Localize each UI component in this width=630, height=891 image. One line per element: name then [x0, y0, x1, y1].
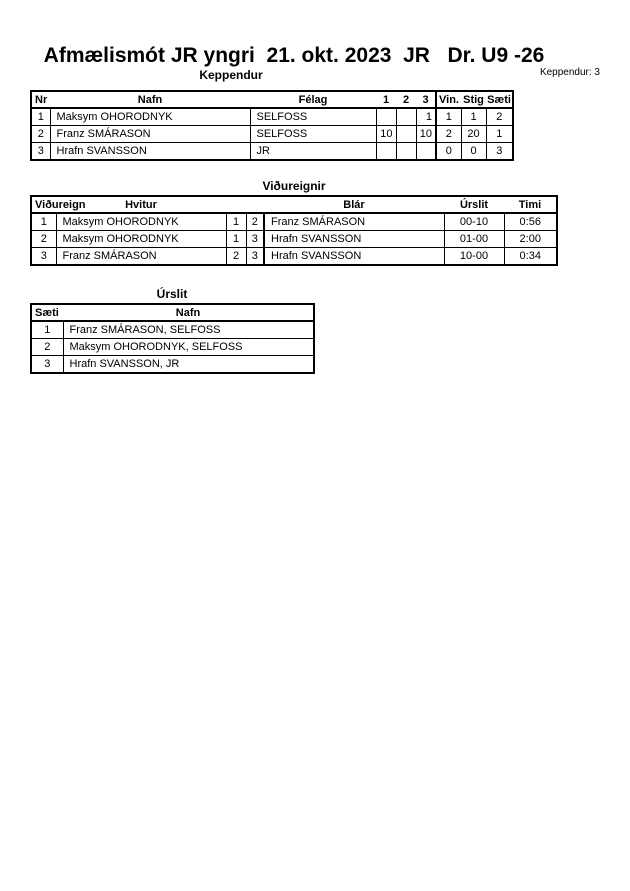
keppendur-table-cell: SELFOSS [250, 126, 376, 143]
participants-count: Keppendur: 3 [539, 67, 600, 78]
keppendur-column-header: Nafn [50, 91, 250, 108]
urslit-header-row [31, 304, 314, 321]
vidureignir-section-title: Viðureignir [262, 179, 326, 193]
vidureignir-column-header: Viðureign [31, 196, 56, 213]
page-title: Afmælismót JR yngri 21. okt. 2023 JR Dr. U9 -26 [43, 44, 545, 67]
urslit-table [30, 303, 315, 374]
urslit-table-row [31, 356, 314, 374]
vidureignir-table-cell: 1 [31, 213, 56, 231]
keppendur-table-cell: 1 [436, 108, 461, 126]
keppendur-table-cell [376, 143, 396, 161]
vidureignir-table-cell: Hrafn SVANSSON [264, 231, 444, 248]
vidureignir-column-header: Úrslit [444, 196, 504, 213]
keppendur-table-cell: 1 [416, 108, 436, 126]
keppendur-column-header: Nr [31, 91, 50, 108]
vidureignir-table-row [31, 248, 557, 266]
vidureignir-table-cell: Franz SMÁRASON [264, 213, 444, 231]
keppendur-table-cell: 2 [486, 108, 513, 126]
vidureignir-table-cell: 3 [31, 248, 56, 266]
urslit-column-header: Nafn [63, 304, 314, 321]
keppendur-table-cell: 3 [486, 143, 513, 161]
vidureignir-table [30, 195, 558, 266]
keppendur-column-header: 2 [396, 91, 416, 108]
keppendur-table-cell [396, 143, 416, 161]
vidureignir-table-cell: Maksym OHORODNYK [56, 213, 226, 231]
keppendur-table-cell: Franz SMÁRASON [50, 126, 250, 143]
keppendur-table-row [31, 126, 513, 143]
keppendur-table-cell: 1 [31, 108, 50, 126]
urslit-column-header: Sæti [31, 304, 63, 321]
vidureignir-column-header: Blár [264, 196, 444, 213]
vidureignir-table-cell: 1 [226, 213, 246, 231]
vidureignir-column-header: Hvitur [56, 196, 226, 213]
keppendur-table-row [31, 108, 513, 126]
urslit-table-cell: 1 [31, 321, 63, 339]
keppendur-table-cell: Hrafn SVANSSON [50, 143, 250, 161]
urslit-table-cell: Hrafn SVANSSON, JR [63, 356, 314, 374]
keppendur-table-cell: 2 [31, 126, 50, 143]
vidureignir-table-cell: 2 [31, 231, 56, 248]
keppendur-section-title: Keppendur [199, 68, 263, 82]
urslit-table-cell: 3 [31, 356, 63, 374]
vidureignir-table-cell: 0:34 [504, 248, 557, 266]
vidureignir-table-cell: 2 [226, 248, 246, 266]
keppendur-column-header: Sæti [486, 91, 513, 108]
keppendur-column-header: 3 [416, 91, 436, 108]
keppendur-column-header: Vin. [436, 91, 461, 108]
vidureignir-header-row [31, 196, 557, 213]
vidureignir-column-header [246, 196, 264, 213]
vidureignir-column-header: Timi [504, 196, 557, 213]
keppendur-table-cell: 10 [376, 126, 396, 143]
keppendur-column-header: Stig [461, 91, 486, 108]
keppendur-table-cell: 3 [31, 143, 50, 161]
vidureignir-table-cell: 3 [246, 248, 264, 266]
urslit-table-cell: Franz SMÁRASON, SELFOSS [63, 321, 314, 339]
keppendur-table-cell: Maksym OHORODNYK [50, 108, 250, 126]
vidureignir-table-cell: Franz SMÁRASON [56, 248, 226, 266]
keppendur-column-header: 1 [376, 91, 396, 108]
keppendur-table-cell: 0 [461, 143, 486, 161]
keppendur-table-cell [396, 108, 416, 126]
urslit-table-cell: 2 [31, 339, 63, 356]
vidureignir-table-cell: 00-10 [444, 213, 504, 231]
keppendur-column-header: Félag [250, 91, 376, 108]
vidureignir-table-cell: 01-00 [444, 231, 504, 248]
keppendur-table-cell: 20 [461, 126, 486, 143]
vidureignir-table-cell: 10-00 [444, 248, 504, 266]
vidureignir-table-cell: 2 [246, 213, 264, 231]
urslit-table-cell: Maksym OHORODNYK, SELFOSS [63, 339, 314, 356]
keppendur-header-row [31, 91, 513, 108]
vidureignir-table-row [31, 213, 557, 231]
vidureignir-table-cell: Maksym OHORODNYK [56, 231, 226, 248]
urslit-table-row [31, 339, 314, 356]
keppendur-table-cell [416, 143, 436, 161]
urslit-table-row [31, 321, 314, 339]
keppendur-table [30, 90, 514, 161]
keppendur-table-cell: 1 [461, 108, 486, 126]
keppendur-table-cell [376, 108, 396, 126]
keppendur-table-cell: SELFOSS [250, 108, 376, 126]
keppendur-table-cell [396, 126, 416, 143]
keppendur-table-row [31, 143, 513, 161]
urslit-section-title: Úrslit [156, 287, 188, 301]
keppendur-table-cell: 1 [486, 126, 513, 143]
keppendur-table-cell: 10 [416, 126, 436, 143]
vidureignir-table-cell: 0:56 [504, 213, 557, 231]
keppendur-table-cell: 2 [436, 126, 461, 143]
keppendur-table-cell: JR [250, 143, 376, 161]
vidureignir-table-cell: Hrafn SVANSSON [264, 248, 444, 266]
vidureignir-table-cell: 1 [226, 231, 246, 248]
keppendur-table-cell: 0 [436, 143, 461, 161]
vidureignir-table-cell: 3 [246, 231, 264, 248]
vidureignir-table-cell: 2:00 [504, 231, 557, 248]
vidureignir-table-row [31, 231, 557, 248]
vidureignir-column-header [226, 196, 246, 213]
